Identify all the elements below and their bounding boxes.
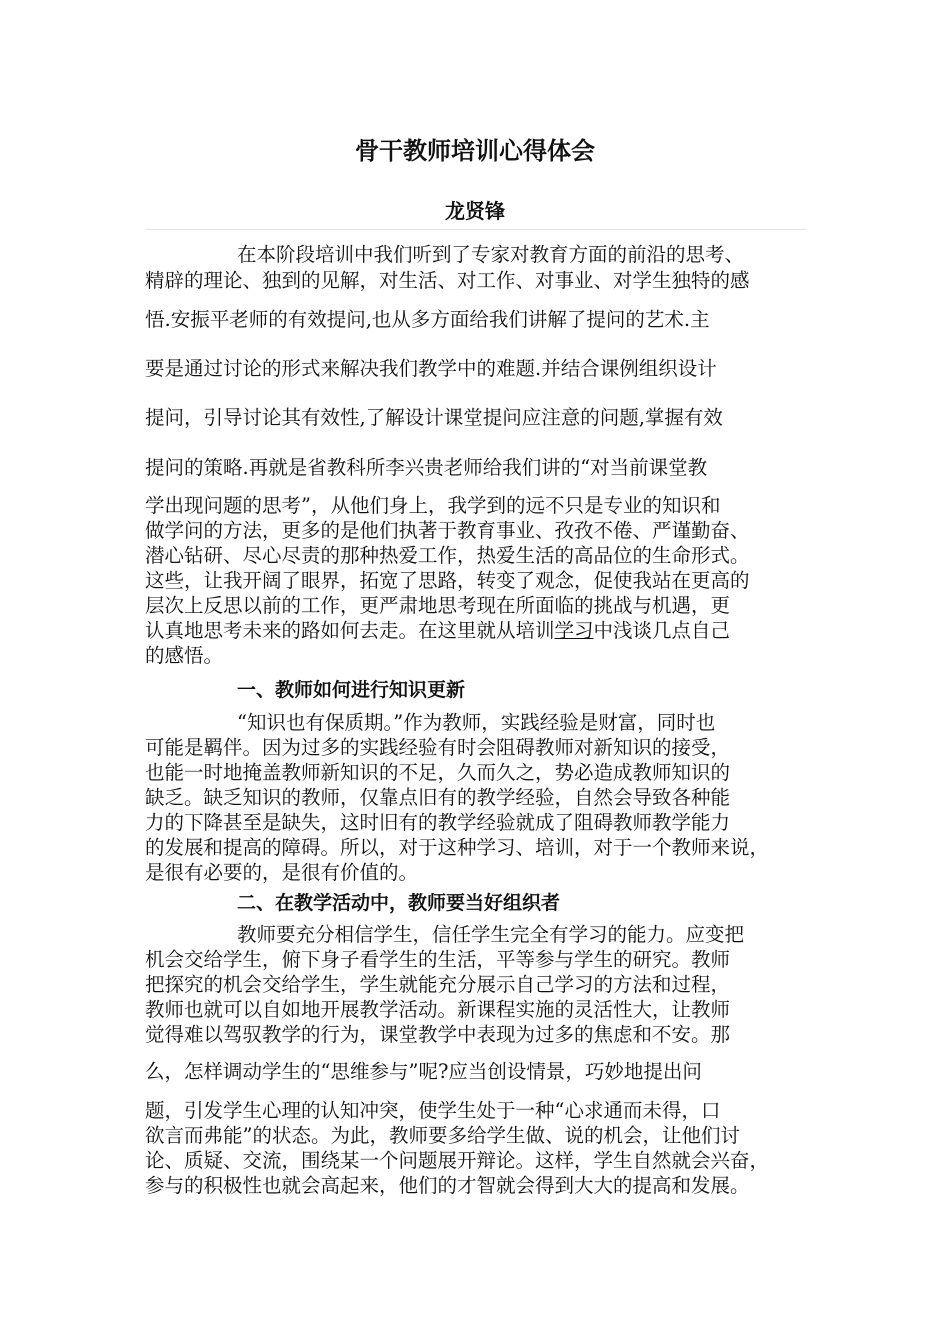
paragraph-line: “知识也有保质期。”作为教师，实践经验是财富，同时也 [237,711,716,734]
paragraph-line: 精辟的理论、独到的见解，对生活、对工作、对事业、对学生独特的感 [145,269,750,292]
divider [146,229,806,230]
line-text: 认真地思考未来的路如何去走。在这里就从培训 [145,619,555,642]
paragraph-line: 要是通过讨论的形式来解决我们教学中的难题.并结合课例组织设计 [145,357,717,380]
paragraph-line: 的发展和提高的障碍。所以，对于这种学习、培训，对于一个教师来说， [145,836,770,859]
paragraph-line: 悟.安振平老师的有效提问,也从多方面给我们讲解了提问的艺术.主 [145,308,710,331]
paragraph-line: 把探究的机会交给学生，学生就能充分展示自己学习的方法和过程， [145,973,731,996]
paragraph-line: 层次上反思以前的工作，更严肃地思考现在所面临的挑战与机遇，更 [145,594,731,617]
paragraph-line: 参与的积极性也就会高起来，他们的才智就会得到大大的提高和发展。 [145,1174,750,1197]
paragraph-line: 缺乏。缺乏知识的教师，仅靠点旧有的教学经验，自然会导致各种能 [145,786,731,809]
paragraph-line: 的感悟。 [145,644,224,667]
section-heading-1: 一、教师如何进行知识更新 [237,679,466,701]
paragraph-line: 么，怎样调动学生的“思维参与”呢?应当创设情景，巧妙地提出问 [145,1060,702,1083]
paragraph-line: 觉得难以驾驭教学的行为，课堂教学中表现为过多的焦虑和不安。那 [145,1023,731,1046]
paragraph-line: 做学问的方法，更多的是他们执著于教育事业、孜孜不倦、严谨勤奋、 [145,519,750,542]
paragraph-line: 论、质疑、交流，围绕某一个问题展开辩论。这样，学生自然就会兴奋， [145,1149,770,1172]
study-link[interactable]: 学习 [554,619,594,642]
paragraph-line: 提问的策略.再就是省教科所李兴贵老师给我们讲的“对当前课堂教 [145,456,708,479]
line-text: 中浅谈几点自己 [593,619,731,642]
paragraph-line: 潜心钻研、尽心尽责的那种热爱工作，热爱生活的高品位的生命形式。 [145,544,750,567]
document-title: 骨干教师培训心得体会 [355,137,595,165]
paragraph-line: 是很有必要的，是很有价值的。 [145,861,419,884]
author-name: 龙贤锋 [445,199,505,223]
paragraph-line: 力的下降甚至是缺失，这时旧有的教学经验就成了阻碍教师教学能力 [145,811,731,834]
paragraph-line: 在本阶段培训中我们听到了专家对教育方面的前沿的思考、 [237,243,745,266]
paragraph-line: 题，引发学生心理的认知冲突，使学生处于一种“心求通而未得，口 [145,1099,721,1122]
paragraph-line: 可能是羁伴。因为过多的实践经验有时会阻碍教师对新知识的接受， [145,736,731,759]
paragraph-line: 欲言而弗能”的状态。为此，教师要多给学生做、说的机会，让他们讨 [145,1124,740,1147]
paragraph-line: 这些，让我开阔了眼界，拓宽了思路，转变了观念，促使我站在更高的 [145,569,750,592]
section-heading-2: 二、在教学活动中，教师要当好组织者 [237,892,561,914]
paragraph-line [145,618,810,644]
paragraph-line: 学出现问题的思考”，从他们身上，我学到的远不只是专业的知识和 [145,494,721,517]
paragraph-line: 教师要充分相信学生，信任学生完全有学习的能力。应变把 [237,923,745,946]
paragraph-line: 教师也就可以自如地开展教学活动。新课程实施的灵活性大，让教师 [145,998,731,1021]
paragraph-line: 也能一时地掩盖教师新知识的不足，久而久之，势必造成教师知识的 [145,761,731,784]
paragraph-line: 机会交给学生，俯下身子看学生的生活，平等参与学生的研究。教师 [145,948,731,971]
paragraph-line: 提问，引导讨论其有效性,了解设计课堂提问应注意的问题,掌握有效 [145,406,723,429]
